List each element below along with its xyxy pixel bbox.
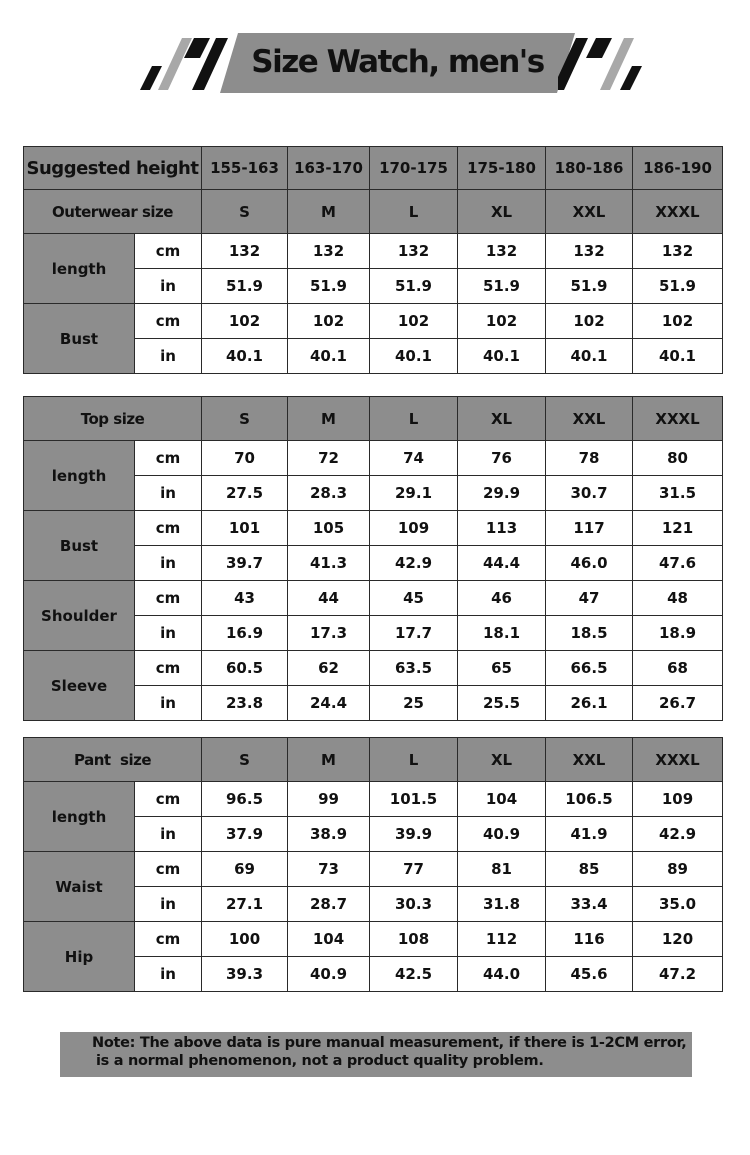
value-cell: 73 [288,852,370,887]
value-cell: 39.9 [370,817,458,852]
table-row [24,234,723,269]
pant-size-table [23,737,723,992]
table-row [24,441,723,476]
value-cell: 27.5 [202,476,288,511]
value-cell: 40.1 [458,339,546,374]
size-cell: XXXL [633,738,723,782]
measure-label: Waist [24,852,135,922]
value-cell: 40.1 [202,339,288,374]
value-cell: 18.1 [458,616,546,651]
value-cell: 45.6 [546,957,633,992]
value-cell: 40.1 [288,339,370,374]
measure-label: length [24,441,135,511]
value-cell: 25.5 [458,686,546,721]
note-line-2: is a normal phenomenon, not a product quality problem. [96,1053,544,1069]
unit-cm: cm [135,441,202,476]
height-cell: 155-163 [202,147,288,190]
size-cell: XL [458,738,546,782]
value-cell: 121 [633,511,723,546]
table-row [24,511,723,546]
value-cell: 99 [288,782,370,817]
size-header-row [24,738,723,782]
value-cell: 40.9 [288,957,370,992]
unit-in: in [135,686,202,721]
unit-cm: cm [135,234,202,269]
value-cell: 47 [546,581,633,616]
outerwear-size-label: Outerwear size [24,190,202,234]
height-cell: 163-170 [288,147,370,190]
value-cell: 109 [370,511,458,546]
value-cell: 51.9 [633,269,723,304]
value-cell: 29.1 [370,476,458,511]
value-cell: 51.9 [288,269,370,304]
size-cell: M [288,190,370,234]
unit-cm: cm [135,651,202,686]
table-row [24,782,723,817]
top-size-table [23,396,723,721]
value-cell: 132 [202,234,288,269]
header [0,0,750,120]
size-cell: S [202,190,288,234]
unit-in: in [135,817,202,852]
value-cell: 17.3 [288,616,370,651]
table-row [24,581,723,616]
value-cell: 102 [288,304,370,339]
measure-label: Bust [24,304,135,374]
value-cell: 102 [202,304,288,339]
value-cell: 69 [202,852,288,887]
page-title: Size Watch, men's [251,44,544,80]
value-cell: 25 [370,686,458,721]
value-cell: 101.5 [370,782,458,817]
value-cell: 89 [633,852,723,887]
value-cell: 66.5 [546,651,633,686]
height-cell: 170-175 [370,147,458,190]
size-cell: XXL [546,190,633,234]
value-cell: 102 [458,304,546,339]
value-cell: 35.0 [633,887,723,922]
size-cell: M [288,738,370,782]
size-header-row [24,190,723,234]
value-cell: 78 [546,441,633,476]
value-cell: 48 [633,581,723,616]
measure-label: Bust [24,511,135,581]
value-cell: 30.3 [370,887,458,922]
value-cell: 51.9 [370,269,458,304]
height-cell: 175-180 [458,147,546,190]
unit-in: in [135,887,202,922]
value-cell: 76 [458,441,546,476]
value-cell: 77 [370,852,458,887]
size-header-row [24,397,723,441]
value-cell: 85 [546,852,633,887]
unit-in: in [135,616,202,651]
table-row [24,852,723,887]
value-cell: 132 [288,234,370,269]
value-cell: 42.5 [370,957,458,992]
value-cell: 37.9 [202,817,288,852]
unit-in: in [135,339,202,374]
value-cell: 80 [633,441,723,476]
value-cell: 60.5 [202,651,288,686]
value-cell: 100 [202,922,288,957]
measure-label: length [24,234,135,304]
value-cell: 18.5 [546,616,633,651]
value-cell: 117 [546,511,633,546]
value-cell: 39.7 [202,546,288,581]
value-cell: 106.5 [546,782,633,817]
size-cell: XL [458,190,546,234]
size-cell: M [288,397,370,441]
value-cell: 108 [370,922,458,957]
value-cell: 132 [458,234,546,269]
size-cell: XXXL [633,397,723,441]
value-cell: 132 [546,234,633,269]
value-cell: 29.9 [458,476,546,511]
value-cell: 26.1 [546,686,633,721]
value-cell: 102 [370,304,458,339]
value-cell: 18.9 [633,616,723,651]
unit-in: in [135,476,202,511]
measure-label: Sleeve [24,651,135,721]
unit-in: in [135,957,202,992]
value-cell: 51.9 [202,269,288,304]
size-cell: XXL [546,397,633,441]
height-cell: 180-186 [546,147,633,190]
top-size-label: Top size [24,397,202,441]
size-cell: S [202,738,288,782]
value-cell: 81 [458,852,546,887]
table-row [24,304,723,339]
size-cell: L [370,397,458,441]
value-cell: 47.6 [633,546,723,581]
value-cell: 101 [202,511,288,546]
value-cell: 96.5 [202,782,288,817]
value-cell: 45 [370,581,458,616]
value-cell: 26.7 [633,686,723,721]
value-cell: 65 [458,651,546,686]
value-cell: 40.1 [370,339,458,374]
table-row [24,922,723,957]
value-cell: 28.7 [288,887,370,922]
height-row [24,147,723,190]
value-cell: 72 [288,441,370,476]
unit-cm: cm [135,304,202,339]
unit-cm: cm [135,581,202,616]
value-cell: 17.7 [370,616,458,651]
value-cell: 41.9 [546,817,633,852]
value-cell: 104 [458,782,546,817]
height-cell: 186-190 [633,147,723,190]
pant-size-label: Pant size [24,738,202,782]
size-cell: L [370,190,458,234]
value-cell: 116 [546,922,633,957]
measure-label: Hip [24,922,135,992]
size-cell: XXXL [633,190,723,234]
value-cell: 30.7 [546,476,633,511]
size-cell: XL [458,397,546,441]
value-cell: 105 [288,511,370,546]
value-cell: 40.1 [546,339,633,374]
value-cell: 23.8 [202,686,288,721]
value-cell: 31.8 [458,887,546,922]
value-cell: 74 [370,441,458,476]
measure-label: Shoulder [24,581,135,651]
unit-in: in [135,269,202,304]
value-cell: 31.5 [633,476,723,511]
value-cell: 40.9 [458,817,546,852]
unit-cm: cm [135,852,202,887]
slash-stripes-right-icon [558,36,654,92]
value-cell: 47.2 [633,957,723,992]
value-cell: 62 [288,651,370,686]
suggested-height-label: Suggested height [24,147,202,190]
value-cell: 42.9 [633,817,723,852]
value-cell: 44 [288,581,370,616]
measure-label: length [24,782,135,852]
value-cell: 104 [288,922,370,957]
value-cell: 109 [633,782,723,817]
value-cell: 63.5 [370,651,458,686]
unit-cm: cm [135,782,202,817]
value-cell: 43 [202,581,288,616]
value-cell: 46.0 [546,546,633,581]
size-cell: L [370,738,458,782]
measurement-note [60,1032,692,1077]
value-cell: 102 [546,304,633,339]
size-cell: XXL [546,738,633,782]
value-cell: 102 [633,304,723,339]
table-row [24,651,723,686]
value-cell: 112 [458,922,546,957]
value-cell: 46 [458,581,546,616]
value-cell: 113 [458,511,546,546]
value-cell: 132 [633,234,723,269]
value-cell: 27.1 [202,887,288,922]
value-cell: 39.3 [202,957,288,992]
note-line-1: Note: The above data is pure manual measurement, if there is 1-2CM error, [92,1035,687,1051]
value-cell: 120 [633,922,723,957]
value-cell: 51.9 [458,269,546,304]
value-cell: 132 [370,234,458,269]
value-cell: 42.9 [370,546,458,581]
unit-cm: cm [135,511,202,546]
value-cell: 44.0 [458,957,546,992]
value-cell: 40.1 [633,339,723,374]
value-cell: 16.9 [202,616,288,651]
value-cell: 70 [202,441,288,476]
value-cell: 38.9 [288,817,370,852]
value-cell: 68 [633,651,723,686]
size-cell: S [202,397,288,441]
unit-in: in [135,546,202,581]
value-cell: 41.3 [288,546,370,581]
value-cell: 33.4 [546,887,633,922]
value-cell: 28.3 [288,476,370,511]
value-cell: 44.4 [458,546,546,581]
value-cell: 51.9 [546,269,633,304]
unit-cm: cm [135,922,202,957]
outerwear-size-table [23,146,723,374]
value-cell: 24.4 [288,686,370,721]
